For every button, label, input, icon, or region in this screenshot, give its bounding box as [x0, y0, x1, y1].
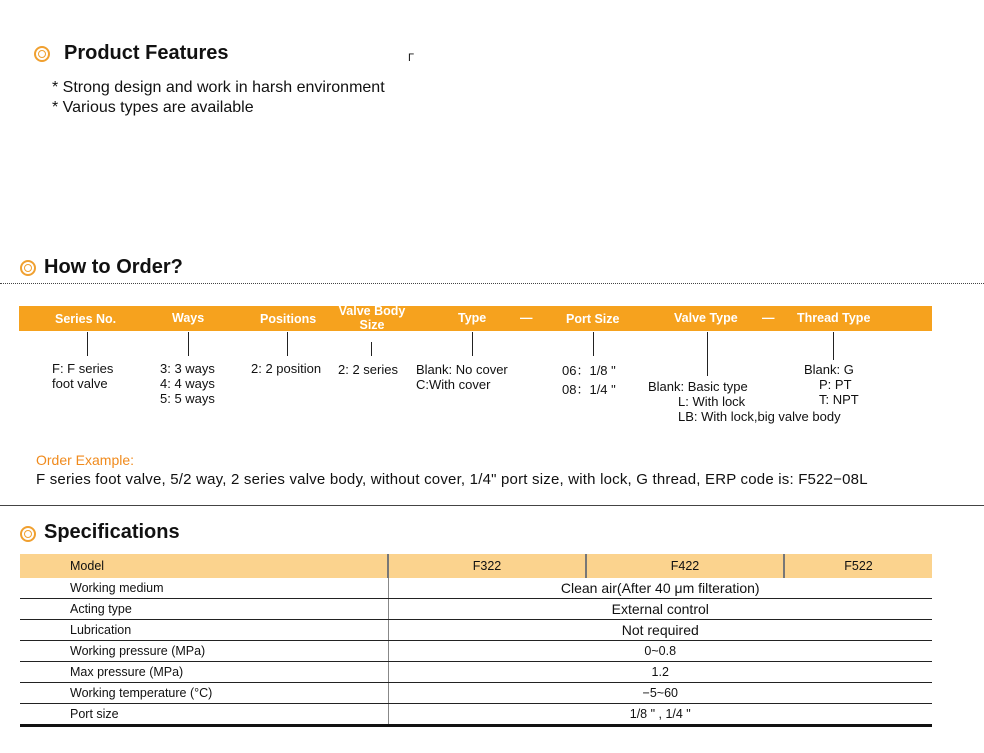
row-label: Max pressure (MPa) [20, 662, 388, 683]
row-label: Lubrication [20, 620, 388, 641]
row-label: Working pressure (MPa) [20, 641, 388, 662]
connector-line [593, 332, 594, 356]
row-value: Clean air(After 40 μm filteration) [388, 578, 932, 599]
table-row [20, 641, 932, 662]
connector-line [287, 332, 288, 356]
option-line: 2: 2 series [338, 362, 398, 377]
order-col-port: Port Size [566, 312, 620, 326]
table-row [20, 578, 932, 599]
row-label: Acting type [20, 599, 388, 620]
option-thread [804, 362, 859, 407]
features-title: Product Features [64, 42, 229, 64]
table-row [20, 683, 932, 704]
row-label: Port size [20, 704, 388, 726]
option-line: 06：1/8 " [562, 363, 616, 378]
order-dash: — [762, 311, 775, 325]
order-col-valve-type: Valve Type [674, 311, 738, 325]
option-line: Blank: G [804, 362, 854, 377]
row-value: External control [388, 599, 932, 620]
feature-item: * Strong design and work in harsh environment [52, 79, 385, 96]
connector-line [833, 332, 834, 360]
order-col-type: Type [458, 311, 487, 325]
connector-line [188, 332, 189, 356]
order-example-label: Order Example: [36, 452, 135, 468]
table-header-row [20, 554, 932, 578]
option-type [416, 362, 508, 392]
option-line: 08：1/4 " [562, 382, 616, 397]
order-col-series: Series No. [55, 312, 117, 326]
option-line: C:With cover [416, 377, 491, 392]
option-series [52, 361, 113, 391]
option-line: T: NPT [819, 392, 859, 407]
row-label: Working medium [20, 578, 388, 599]
order-col-body [333, 304, 411, 332]
option-line: 3: 3 ways [160, 361, 215, 376]
option-line: Blank: Basic type [648, 379, 748, 394]
option-positions [251, 361, 321, 376]
divider [0, 283, 984, 284]
table-row [20, 620, 932, 641]
option-body [338, 362, 398, 377]
order-title: How to Order? [44, 256, 183, 278]
row-value: −5~60 [388, 683, 932, 704]
option-line: LB: With lock,big valve body [678, 409, 841, 424]
order-col-body-line2: Size [359, 318, 385, 332]
connector-line [707, 332, 708, 376]
option-line: 2: 2 position [251, 361, 322, 376]
row-label: Working temperature (°C) [20, 683, 388, 704]
order-col-positions: Positions [260, 312, 317, 326]
option-line: L: With lock [678, 394, 746, 409]
row-value: Not required [388, 620, 932, 641]
specs-title: Specifications [44, 521, 180, 543]
option-line: foot valve [52, 376, 108, 391]
row-value: 0~0.8 [388, 641, 932, 662]
order-col-body-line1: Valve Body [338, 304, 406, 318]
header-model-f522: F522 [784, 554, 932, 578]
connector-line [87, 332, 88, 356]
specs-table [20, 554, 932, 727]
option-port [562, 361, 616, 399]
connector-line [371, 342, 372, 356]
section-bullet-icon [34, 46, 50, 62]
table-row [20, 599, 932, 620]
row-value: 1.2 [388, 662, 932, 683]
order-dash: — [520, 311, 533, 325]
table-row [20, 704, 932, 726]
order-col-thread: Thread Type [797, 311, 871, 325]
header-model-f422: F422 [586, 554, 784, 578]
row-value: 1/8 " , 1/4 " [388, 704, 932, 726]
header-model-f322: F322 [388, 554, 586, 578]
connector-line [472, 332, 473, 356]
stray-mark: Γ [408, 52, 415, 64]
divider [0, 505, 984, 506]
section-bullet-icon [20, 526, 36, 542]
option-line: 4: 4 ways [160, 376, 215, 391]
option-line: F: F series [52, 361, 114, 376]
header-model: Model [20, 554, 388, 578]
option-line: Blank: No cover [416, 362, 508, 377]
order-example-text: F series foot valve, 5/2 way, 2 series valve body, without cover, 1/4" port size, with lock, G thread, ERP code is: F522−08L [36, 471, 868, 488]
section-bullet-icon [20, 260, 36, 276]
option-ways [160, 361, 215, 406]
option-line: 5: 5 ways [160, 391, 215, 406]
order-col-ways: Ways [172, 311, 205, 325]
option-line: P: PT [819, 377, 852, 392]
table-row [20, 662, 932, 683]
feature-item: * Various types are available [52, 99, 254, 116]
